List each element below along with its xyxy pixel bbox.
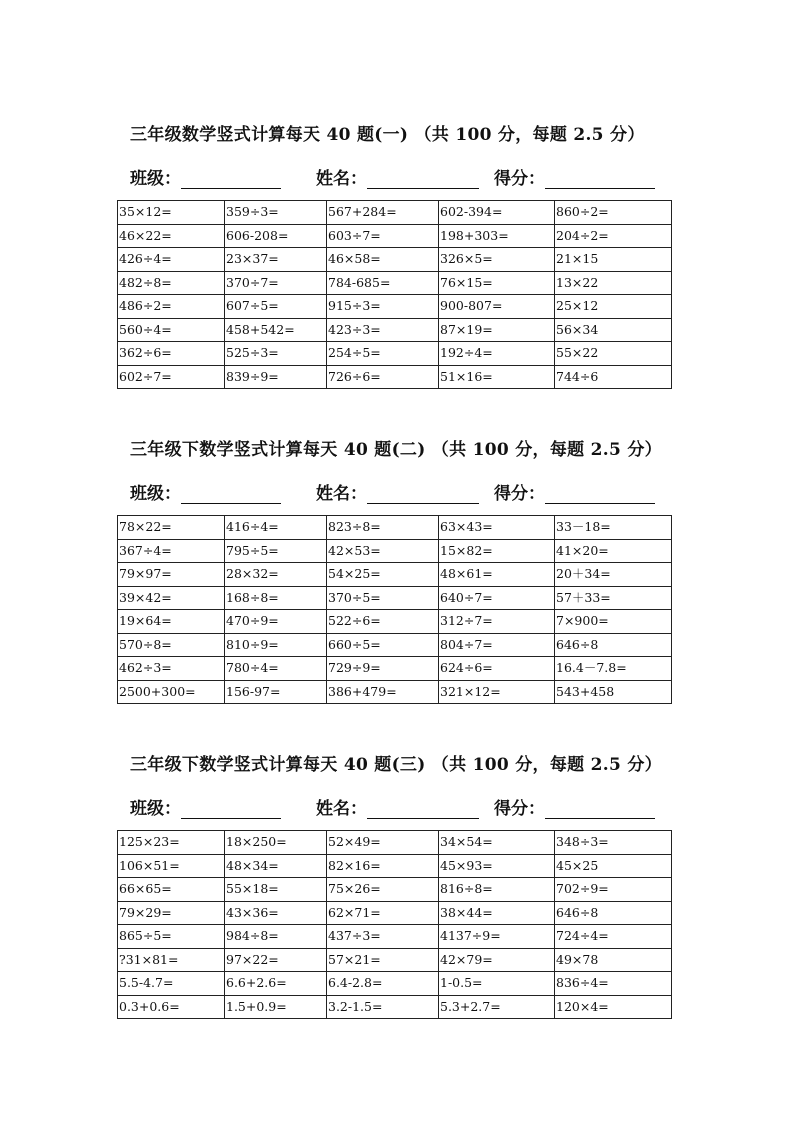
name-field [316, 479, 479, 504]
score-field-blank-line[interactable] [545, 170, 655, 189]
class-field [130, 794, 281, 819]
problem-cell: 125×23= [118, 831, 225, 855]
problem-cell: 5.3+2.7= [439, 995, 555, 1019]
table-row [118, 878, 672, 902]
problem-cell: 386+479= [327, 680, 439, 704]
problem-cell: 525÷3= [225, 342, 327, 366]
problem-cell: 48×34= [225, 854, 327, 878]
problem-cell: 348÷3= [555, 831, 672, 855]
problem-cell: 75×26= [327, 878, 439, 902]
problem-cell: 6.4-2.8= [327, 972, 439, 996]
problem-cell: 804÷7= [439, 633, 555, 657]
problem-cell: 839÷9= [225, 365, 327, 389]
name-field-blank-line[interactable] [367, 485, 479, 504]
problem-cell: 87×19= [439, 318, 555, 342]
score-field-blank-line[interactable] [545, 800, 655, 819]
name-field [316, 794, 479, 819]
problem-cell: 21×15 [555, 248, 672, 272]
table-row [118, 563, 672, 587]
problem-cell: ?31×81= [118, 948, 225, 972]
problem-cell: 0.3+0.6= [118, 995, 225, 1019]
problem-cell: 28×32= [225, 563, 327, 587]
table-row [118, 831, 672, 855]
problem-cell: 624÷6= [439, 657, 555, 681]
problem-cell: 42×53= [327, 539, 439, 563]
problem-cell: 729÷9= [327, 657, 439, 681]
problem-cell: 416÷4= [225, 516, 327, 540]
table-row [118, 342, 672, 366]
problem-cell: 836÷4= [555, 972, 672, 996]
problem-cell: 79×29= [118, 901, 225, 925]
problem-cell: 660÷5= [327, 633, 439, 657]
problem-cell: 168÷8= [225, 586, 327, 610]
problem-cell: 25×12 [555, 295, 672, 319]
problem-cell: 640÷7= [439, 586, 555, 610]
problem-cell: 19×64= [118, 610, 225, 634]
name-field [316, 164, 479, 189]
problem-cell: 370÷5= [327, 586, 439, 610]
name-field-label: 姓名： [316, 169, 367, 189]
problem-cell: 52×49= [327, 831, 439, 855]
class-field [130, 164, 281, 189]
problem-cell: 726÷6= [327, 365, 439, 389]
problem-cell: 865÷5= [118, 925, 225, 949]
problem-cell: 42×79= [439, 948, 555, 972]
score-field-label: 得分： [494, 484, 545, 504]
problem-cell: 4137÷9= [439, 925, 555, 949]
problem-cell: 45×25 [555, 854, 672, 878]
section-title: 三年级下数学竖式计算每天 40 题(三) （共 100 分，每题 2.5 分） [130, 755, 662, 775]
table-row [118, 248, 672, 272]
problem-cell: 57＋33= [555, 586, 672, 610]
problem-cell: 78×22= [118, 516, 225, 540]
table-row [118, 657, 672, 681]
problem-cell: 7×900= [555, 610, 672, 634]
problem-cell: 602÷7= [118, 365, 225, 389]
problem-cell: 49×78 [555, 948, 672, 972]
problem-cell: 41×20= [555, 539, 672, 563]
table-row [118, 201, 672, 225]
problem-cell: 35×12= [118, 201, 225, 225]
class-field [130, 479, 281, 504]
problem-cell: 120×4= [555, 995, 672, 1019]
table-row [118, 972, 672, 996]
problem-cell: 321×12= [439, 680, 555, 704]
problem-cell: 744÷6 [555, 365, 672, 389]
problem-cell: 63×43= [439, 516, 555, 540]
problem-cell: 560÷4= [118, 318, 225, 342]
problem-cell: 646÷8 [555, 633, 672, 657]
problem-cell: 48×61= [439, 563, 555, 587]
problem-cell: 43×36= [225, 901, 327, 925]
name-field-label: 姓名： [316, 484, 367, 504]
problem-cell: 46×58= [327, 248, 439, 272]
class-field-label: 班级： [130, 169, 181, 189]
problem-cell: 192÷4= [439, 342, 555, 366]
problem-cell: 34×54= [439, 831, 555, 855]
problem-cell: 2500+300= [118, 680, 225, 704]
section-title: 三年级数学竖式计算每天 40 题(一) （共 100 分，每题 2.5 分） [130, 125, 645, 145]
problem-cell: 39×42= [118, 586, 225, 610]
problem-cell: 82×16= [327, 854, 439, 878]
problem-cell: 367÷4= [118, 539, 225, 563]
problem-cell: 462÷3= [118, 657, 225, 681]
problem-cell: 437÷3= [327, 925, 439, 949]
table-row [118, 295, 672, 319]
problem-cell: 984÷8= [225, 925, 327, 949]
problem-cell: 482÷8= [118, 271, 225, 295]
class-field-blank-line[interactable] [181, 170, 281, 189]
problem-cell: 823÷8= [327, 516, 439, 540]
problem-cell: 1-0.5= [439, 972, 555, 996]
problem-cell: 816÷8= [439, 878, 555, 902]
problem-cell: 486÷2= [118, 295, 225, 319]
name-field-label: 姓名： [316, 799, 367, 819]
problem-cell: 55×22 [555, 342, 672, 366]
problem-cell: 370÷7= [225, 271, 327, 295]
table-row [118, 516, 672, 540]
problem-cell: 570÷8= [118, 633, 225, 657]
problem-cell: 702÷9= [555, 878, 672, 902]
name-field-blank-line[interactable] [367, 800, 479, 819]
table-row [118, 633, 672, 657]
table-row [118, 680, 672, 704]
problem-cell: 522÷6= [327, 610, 439, 634]
class-field-blank-line[interactable] [181, 800, 281, 819]
problem-cell: 13×22 [555, 271, 672, 295]
problem-cell: 79×97= [118, 563, 225, 587]
problem-cell: 3.2-1.5= [327, 995, 439, 1019]
problem-cell: 646÷8 [555, 901, 672, 925]
problem-cell: 470÷9= [225, 610, 327, 634]
problem-cell: 5.5-4.7= [118, 972, 225, 996]
class-field-blank-line[interactable] [181, 485, 281, 504]
problem-cell: 51×16= [439, 365, 555, 389]
problem-cell: 860÷2= [555, 201, 672, 225]
table-row [118, 224, 672, 248]
problem-cell: 603÷7= [327, 224, 439, 248]
problem-cell: 780÷4= [225, 657, 327, 681]
problem-cell: 426÷4= [118, 248, 225, 272]
score-field-blank-line[interactable] [545, 485, 655, 504]
problem-cell: 543+458 [555, 680, 672, 704]
problem-cell: 724÷4= [555, 925, 672, 949]
problem-cell: 55×18= [225, 878, 327, 902]
score-field-label: 得分： [494, 799, 545, 819]
problem-cell: 254÷5= [327, 342, 439, 366]
problem-cell: 915÷3= [327, 295, 439, 319]
problem-cell: 38×44= [439, 901, 555, 925]
problem-cell: 6.6+2.6= [225, 972, 327, 996]
table-row [118, 318, 672, 342]
student-info-row [130, 479, 670, 503]
problem-cell: 16.4－7.8= [555, 657, 672, 681]
score-field [494, 164, 655, 189]
problem-cell: 1.5+0.9= [225, 995, 327, 1019]
problem-cell: 198+303= [439, 224, 555, 248]
table-row [118, 271, 672, 295]
name-field-blank-line[interactable] [367, 170, 479, 189]
score-field [494, 794, 655, 819]
problem-cell: 106×51= [118, 854, 225, 878]
problem-cell: 97×22= [225, 948, 327, 972]
problem-cell: 76×15= [439, 271, 555, 295]
problem-cell: 33－18= [555, 516, 672, 540]
problem-cell: 66×65= [118, 878, 225, 902]
table-row [118, 854, 672, 878]
class-field-label: 班级： [130, 799, 181, 819]
problem-cell: 795÷5= [225, 539, 327, 563]
problem-cell: 23×37= [225, 248, 327, 272]
problem-cell: 607÷5= [225, 295, 327, 319]
problem-cell: 784-685= [327, 271, 439, 295]
problem-cell: 56×34 [555, 318, 672, 342]
table-row [118, 365, 672, 389]
student-info-row [130, 164, 670, 188]
table-row [118, 586, 672, 610]
problem-cell: 57×21= [327, 948, 439, 972]
section-title: 三年级下数学竖式计算每天 40 题(二) （共 100 分，每题 2.5 分） [130, 440, 662, 460]
score-field [494, 479, 655, 504]
table-row [118, 925, 672, 949]
problem-cell: 45×93= [439, 854, 555, 878]
problem-cell: 900-807= [439, 295, 555, 319]
problem-table [117, 515, 672, 704]
problem-cell: 312÷7= [439, 610, 555, 634]
problem-cell: 362÷6= [118, 342, 225, 366]
problem-cell: 567+284= [327, 201, 439, 225]
problem-cell: 423÷3= [327, 318, 439, 342]
problem-cell: 54×25= [327, 563, 439, 587]
table-row [118, 610, 672, 634]
problem-cell: 15×82= [439, 539, 555, 563]
problem-cell: 204÷2= [555, 224, 672, 248]
problem-cell: 458+542= [225, 318, 327, 342]
table-row [118, 901, 672, 925]
problem-cell: 810÷9= [225, 633, 327, 657]
table-row [118, 539, 672, 563]
student-info-row [130, 794, 670, 818]
score-field-label: 得分： [494, 169, 545, 189]
table-row [118, 948, 672, 972]
problem-cell: 20＋34= [555, 563, 672, 587]
problem-cell: 606-208= [225, 224, 327, 248]
table-row [118, 995, 672, 1019]
class-field-label: 班级： [130, 484, 181, 504]
problem-table [117, 200, 672, 389]
problem-table [117, 830, 672, 1019]
problem-cell: 326×5= [439, 248, 555, 272]
problem-cell: 62×71= [327, 901, 439, 925]
problem-cell: 46×22= [118, 224, 225, 248]
problem-cell: 602-394= [439, 201, 555, 225]
problem-cell: 359÷3= [225, 201, 327, 225]
problem-cell: 156-97= [225, 680, 327, 704]
problem-cell: 18×250= [225, 831, 327, 855]
